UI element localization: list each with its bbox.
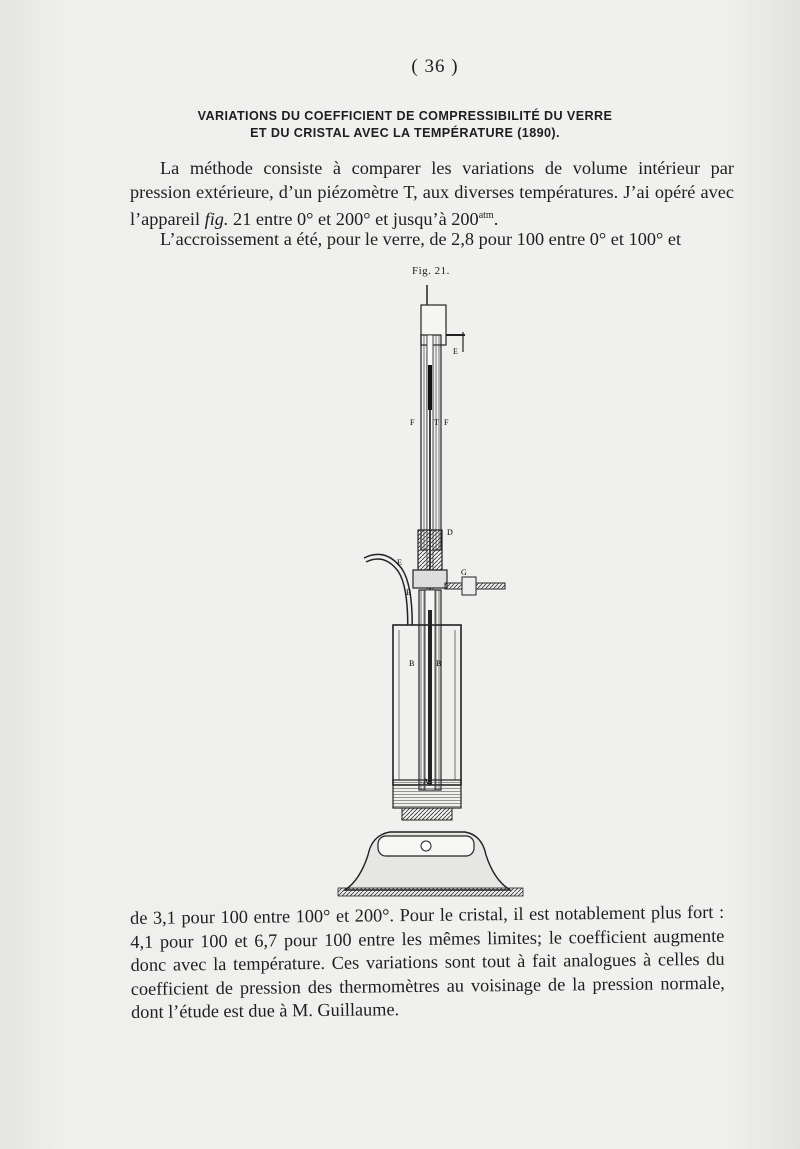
label-g: G (461, 568, 467, 577)
label-a: A (423, 777, 429, 786)
joint-d (418, 530, 442, 570)
label-t-mid: T (434, 418, 439, 427)
label-b-left: B (409, 659, 415, 668)
paragraph-method-text: La méthode consiste à comparer les variations de volume intérieur par pression extérieure, d’un piézomètre T, aux diverses températures. J’ai opéré avec l’appareil (130, 158, 734, 230)
section-title (130, 108, 680, 142)
label-b-upper: B (406, 588, 412, 597)
label-e-side: E (397, 558, 402, 567)
label-b-right: B (436, 659, 442, 668)
figure-caption: Fig. 21. (412, 265, 450, 277)
burner (402, 808, 452, 820)
section-title-line-2: ET DU CRISTAL AVEC LA TEMPÉRATURE (1890). (250, 126, 560, 140)
paragraph-method (130, 157, 734, 232)
piezometer-apparatus-figure (330, 280, 530, 920)
paragraph-method-text-2: 21 entre 0° et 200° et jusqu’à 200 (228, 209, 479, 230)
paragraph-increase: L’accroissement a été, pour le verre, de 2,8 pour 100 entre 0° et 100° et (160, 229, 682, 249)
paragraph-method-end: . (493, 209, 499, 230)
figure-reference: fig. (204, 209, 229, 230)
paragraph-crystal (130, 901, 725, 1025)
label-d: D (447, 528, 453, 537)
section-title-line-1: VARIATIONS DU COEFFICIENT DE COMPRESSIBILITÉ DU VERRE (197, 109, 613, 123)
label-f-right: F (444, 418, 449, 427)
page-number: ( 36 ) (411, 56, 459, 77)
label-e-top: E (453, 347, 458, 356)
atm-superscript: atm (478, 210, 494, 222)
label-f-left: F (410, 418, 415, 427)
paragraph-crystal-text: de 3,1 pour 100 entre 100° et 200°. Pour le cristal, il est notablement plus fort : 4,1 pour 100 et 6,7 pour 100 entre les mêmes limites; le coefficient augmente donc avec la température. Ces variations sont tout à fait analogues à celles du coefficient de pression des thermomètres au voisinage de la pression normale, dont l’étude est due à M. Guillaume. (130, 901, 725, 1023)
side-pipe (365, 557, 410, 625)
base-plate (338, 888, 523, 896)
